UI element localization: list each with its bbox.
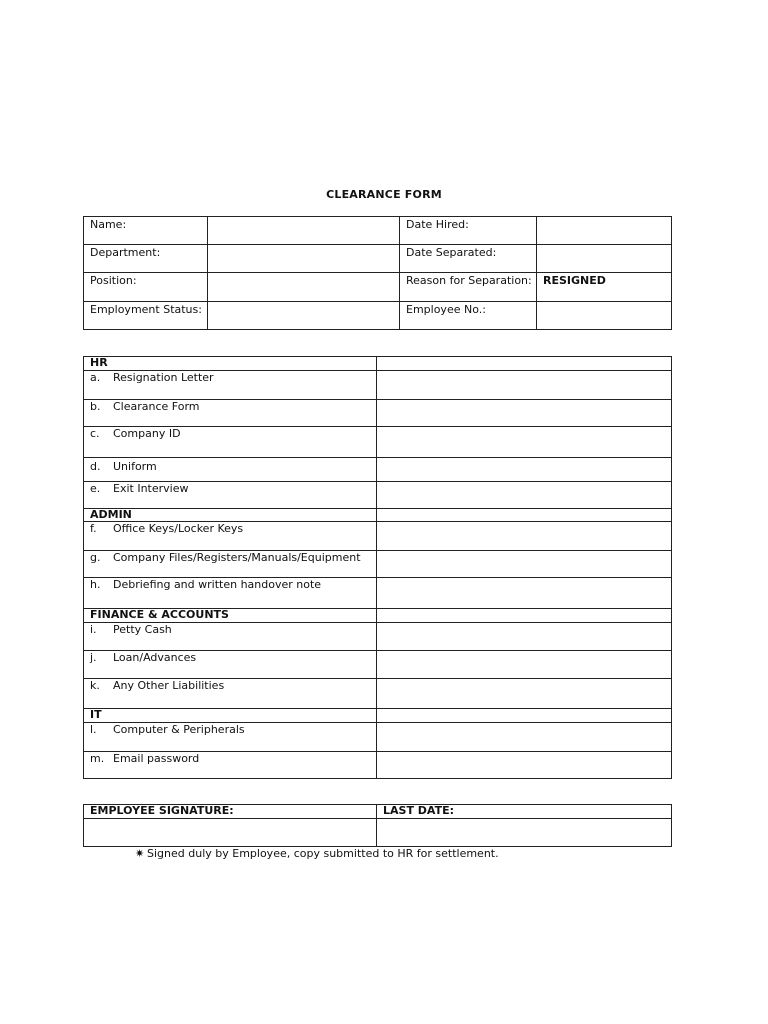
- info-row: [84, 245, 672, 273]
- signoff-cell[interactable]: [377, 679, 672, 709]
- signoff-cell[interactable]: [377, 522, 672, 551]
- info-row: [84, 302, 672, 330]
- checklist-item-clearance-form: b. Clearance Form: [84, 400, 377, 427]
- signature-row: [84, 819, 672, 847]
- signoff-cell[interactable]: [377, 427, 672, 458]
- list-item: [84, 752, 672, 779]
- signoff-cell[interactable]: [377, 458, 672, 482]
- date-separated-label: Date Separated:: [400, 245, 537, 273]
- signoff-cell[interactable]: [377, 623, 672, 651]
- signoff-cell[interactable]: [377, 723, 672, 752]
- info-row: [84, 217, 672, 245]
- section-signoff-cell[interactable]: [377, 509, 672, 522]
- signoff-cell[interactable]: [377, 578, 672, 609]
- checklist-item-company-files: g. Company Files/Registers/Manuals/Equipment: [84, 551, 377, 578]
- last-date-field[interactable]: [377, 819, 672, 847]
- department-label: Department:: [84, 245, 208, 273]
- checklist-item-other-liabilities: k. Any Other Liabilities: [84, 679, 377, 709]
- section-header-row: [84, 709, 672, 723]
- position-field[interactable]: [208, 273, 400, 302]
- list-item: [84, 723, 672, 752]
- checklist-item-office-keys: f. Office Keys/Locker Keys: [84, 522, 377, 551]
- list-item: [84, 651, 672, 679]
- signoff-cell[interactable]: [377, 371, 672, 400]
- list-item: [84, 427, 672, 458]
- checklist-item-company-id: c. Company ID: [84, 427, 377, 458]
- reason-label: Reason for Separation:: [400, 273, 537, 302]
- section-header-row: [84, 509, 672, 522]
- list-item: [84, 578, 672, 609]
- list-item: [84, 458, 672, 482]
- signature-table: [83, 804, 672, 847]
- signature-header-row: [84, 805, 672, 819]
- name-field[interactable]: [208, 217, 400, 245]
- checklist-item-uniform: d. Uniform: [84, 458, 377, 482]
- checklist-item-debriefing: h. Debriefing and written handover note: [84, 578, 377, 609]
- date-hired-field[interactable]: [537, 217, 672, 245]
- list-item: [84, 551, 672, 578]
- signoff-cell[interactable]: [377, 551, 672, 578]
- last-date-label: LAST DATE:: [377, 805, 672, 819]
- clearance-checklist-table: [83, 356, 672, 779]
- position-label: Position:: [84, 273, 208, 302]
- form-title: CLEARANCE FORM: [326, 188, 442, 201]
- section-header-admin: ADMIN: [84, 509, 377, 522]
- employee-no-field[interactable]: [537, 302, 672, 330]
- info-row: [84, 273, 672, 302]
- section-header-hr: HR: [84, 357, 377, 371]
- date-hired-label: Date Hired:: [400, 217, 537, 245]
- checklist-item-email-password: m. Email password: [84, 752, 377, 779]
- employee-signature-label: EMPLOYEE SIGNATURE:: [84, 805, 377, 819]
- signoff-cell[interactable]: [377, 752, 672, 779]
- employee-signature-field[interactable]: [84, 819, 377, 847]
- signoff-cell[interactable]: [377, 651, 672, 679]
- checklist-item-resignation-letter: a. Resignation Letter: [84, 371, 377, 400]
- employee-info-table: [83, 216, 672, 330]
- department-field[interactable]: [208, 245, 400, 273]
- section-signoff-cell[interactable]: [377, 609, 672, 623]
- checklist-item-computer: l. Computer & Peripherals: [84, 723, 377, 752]
- employee-no-label: Employee No.:: [400, 302, 537, 330]
- list-item: [84, 679, 672, 709]
- employment-status-label: Employment Status:: [84, 302, 208, 330]
- list-item: [84, 522, 672, 551]
- list-item: [84, 623, 672, 651]
- list-item: [84, 400, 672, 427]
- section-header-row: [84, 357, 672, 371]
- signoff-cell[interactable]: [377, 482, 672, 509]
- checklist-item-loan-advances: j. Loan/Advances: [84, 651, 377, 679]
- checklist-item-exit-interview: e. Exit Interview: [84, 482, 377, 509]
- list-item: [84, 371, 672, 400]
- section-signoff-cell[interactable]: [377, 357, 672, 371]
- footnote-text: Signed duly by Employee, copy submitted to HR for settlement.: [147, 847, 499, 860]
- name-label: Name:: [84, 217, 208, 245]
- reason-value[interactable]: RESIGNED: [537, 273, 672, 302]
- employment-status-field[interactable]: [208, 302, 400, 330]
- date-separated-field[interactable]: [537, 245, 672, 273]
- section-signoff-cell[interactable]: [377, 709, 672, 723]
- section-header-row: [84, 609, 672, 623]
- section-header-it: IT: [84, 709, 377, 723]
- star-bullet-icon: ✷: [135, 847, 145, 860]
- section-header-finance: FINANCE & ACCOUNTS: [84, 609, 377, 623]
- list-item: [84, 482, 672, 509]
- footnote: [135, 847, 499, 860]
- checklist-item-petty-cash: i. Petty Cash: [84, 623, 377, 651]
- signoff-cell[interactable]: [377, 400, 672, 427]
